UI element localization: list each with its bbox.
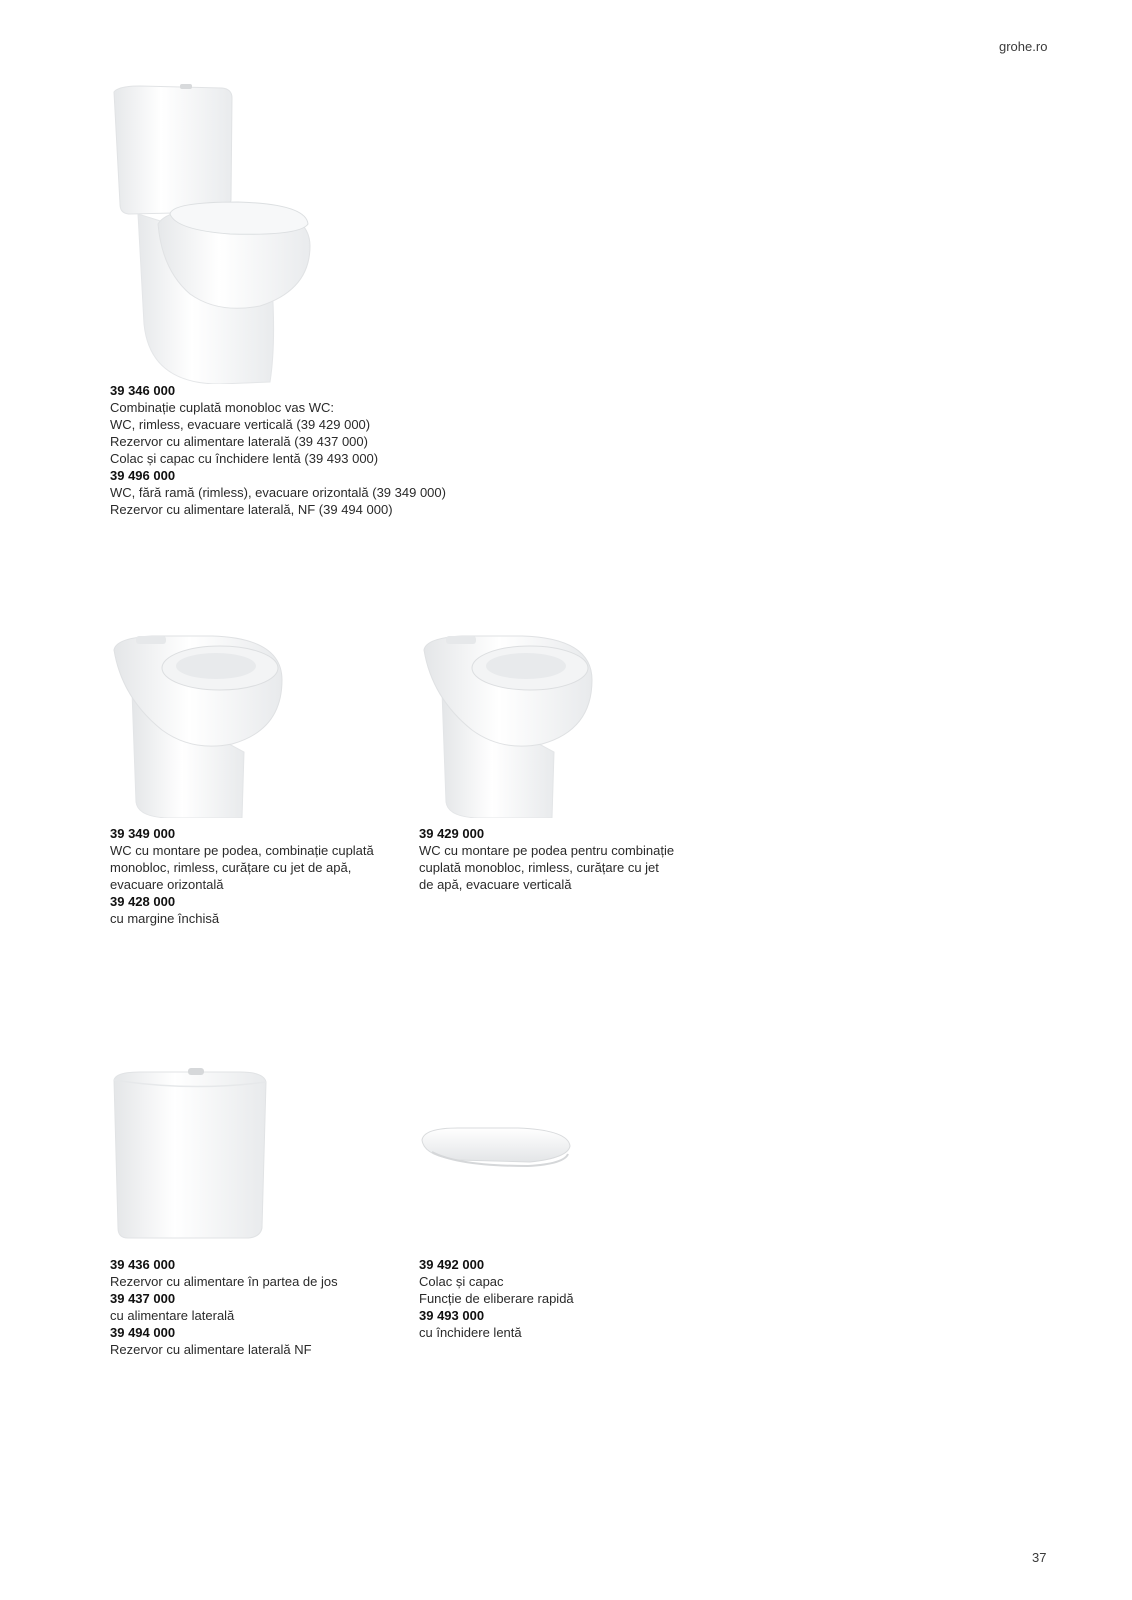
product-description-39492000: [419, 1256, 574, 1341]
product-text: Colac și capac: [419, 1274, 504, 1289]
product-text: Rezervor cu alimentare laterală NF: [110, 1342, 312, 1357]
page-number: 37: [1032, 1550, 1047, 1565]
toilet-seat-cover-icon: [418, 1124, 574, 1172]
product-text: WC, rimless, evacuare verticală (39 429 000): [110, 417, 371, 432]
product-text: WC, fără ramă (rimless), evacuare orizontală (39 349 000): [110, 485, 446, 500]
product-code: 39 492 000: [419, 1257, 485, 1272]
product-code: 39 436 000: [110, 1257, 176, 1272]
product-text: WC cu montare pe podea, combinație cuplată: [110, 843, 374, 858]
product-code: 39 437 000: [110, 1291, 176, 1306]
product-text: cu închidere lentă: [419, 1325, 522, 1340]
product-code: 39 494 000: [110, 1325, 176, 1340]
product-text: evacuare orizontală: [110, 877, 224, 892]
cistern-icon: [110, 1068, 270, 1240]
product-code: 39 493 000: [419, 1308, 485, 1323]
close-coupled-toilet-combination-icon: [110, 84, 320, 384]
product-code: 39 346 000: [110, 383, 176, 398]
product-text: cu margine închisă: [110, 911, 220, 926]
product-text: cu alimentare laterală: [110, 1308, 235, 1323]
product-code: 39 428 000: [110, 894, 176, 909]
product-description-39436000: [110, 1256, 338, 1358]
product-code: 39 496 000: [110, 468, 176, 483]
product-text: de apă, evacuare verticală: [419, 877, 572, 892]
product-text: monobloc, rimless, curățare cu jet de apă,: [110, 860, 352, 875]
product-text: Combinație cuplată monobloc vas WC:: [110, 400, 334, 415]
product-text: Rezervor cu alimentare în partea de jos: [110, 1274, 338, 1289]
floor-standing-toilet-bowl-icon: [112, 632, 284, 818]
product-code: 39 429 000: [419, 826, 485, 841]
product-text: Colac și capac cu închidere lentă (39 493 000): [110, 451, 379, 466]
site-url: grohe.ro: [999, 39, 1048, 54]
product-description-39346000: [110, 382, 446, 518]
product-text: WC cu montare pe podea pentru combinație: [419, 843, 675, 858]
product-text: Rezervor cu alimentare laterală, NF (39 494 000): [110, 502, 393, 517]
product-code: 39 349 000: [110, 826, 176, 841]
product-description-39349000: [110, 825, 374, 927]
product-description-39429000: [419, 825, 674, 893]
product-text: Rezervor cu alimentare laterală (39 437 000): [110, 434, 368, 449]
product-text: cuplată monobloc, rimless, curățare cu jet: [419, 860, 659, 875]
floor-standing-toilet-bowl-icon: [420, 632, 596, 818]
product-text: Funcție de eliberare rapidă: [419, 1291, 574, 1306]
